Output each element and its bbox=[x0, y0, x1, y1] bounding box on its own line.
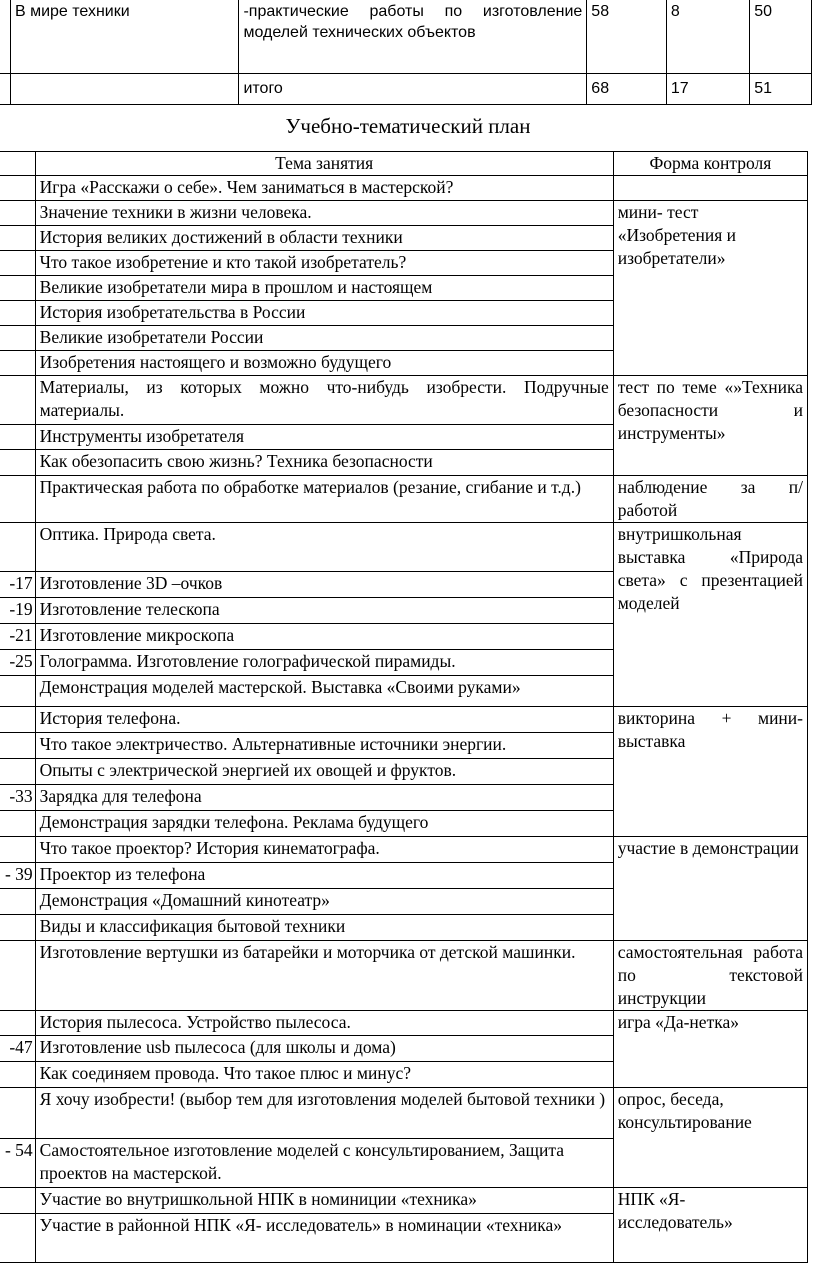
lesson-topic: Проектор из телефона bbox=[35, 863, 613, 889]
lesson-number bbox=[0, 837, 35, 863]
lesson-topic: Как обезопасить свою жизнь? Техника безопасности bbox=[35, 450, 613, 476]
lesson-number: -47 bbox=[0, 1036, 35, 1062]
control-form: игра «Да-нетка» bbox=[613, 1011, 807, 1088]
lesson-number bbox=[0, 915, 35, 941]
plan-row bbox=[0, 476, 808, 523]
plan-row bbox=[0, 707, 808, 733]
lesson-topic: Практическая работа по обработке материалов (резание, сгибание и т.д.) bbox=[35, 476, 613, 523]
lesson-number: -33 bbox=[0, 785, 35, 811]
control-form: НПК «Я- исследователь» bbox=[613, 1188, 807, 1263]
summary-content: итого bbox=[239, 74, 587, 105]
plan-row bbox=[0, 176, 808, 201]
lesson-topic: Демонстрация зарядки телефона. Реклама будущего bbox=[35, 811, 613, 837]
summary-section bbox=[10, 74, 239, 105]
lesson-topic: Участие во внутришкольной НПК в номиниции «техника» bbox=[35, 1188, 613, 1214]
summary-cell-empty bbox=[0, 0, 10, 74]
plan-header-row bbox=[0, 152, 808, 176]
control-form: наблюдение за п/работой bbox=[613, 476, 807, 523]
summary-practice: 50 bbox=[750, 0, 812, 74]
lesson-topic: Изготовление usb пылесоса (для школы и дома) bbox=[35, 1036, 613, 1062]
lesson-topic: Что такое электричество. Альтернативные источники энергии. bbox=[35, 733, 613, 759]
summary-table bbox=[0, 0, 812, 105]
control-form: опрос, беседа, консультирование bbox=[613, 1088, 807, 1188]
lesson-topic: Демонстрация моделей мастерской. Выставка «Своими руками» bbox=[35, 676, 613, 707]
control-form: участие в демонстрации bbox=[613, 837, 807, 941]
plan-row bbox=[0, 1011, 808, 1036]
lesson-topic: Великие изобретатели мира в прошлом и настоящем bbox=[35, 276, 613, 301]
lesson-topic: Что такое изобретение и кто такой изобретатель? bbox=[35, 251, 613, 276]
lesson-topic: История изобретательства в России bbox=[35, 301, 613, 326]
lesson-topic: Оптика. Природа света. bbox=[35, 523, 613, 572]
plan-header-topic: Тема занятия bbox=[35, 152, 613, 176]
lesson-number bbox=[0, 276, 35, 301]
lesson-topic: Виды и классификация бытовой техники bbox=[35, 915, 613, 941]
lesson-number bbox=[0, 1214, 35, 1263]
plan-row bbox=[0, 941, 808, 1011]
lesson-number bbox=[0, 376, 35, 425]
lesson-topic: Изготовление вертушки из батарейки и моторчика от детской машинки. bbox=[35, 941, 613, 1011]
lesson-number bbox=[0, 351, 35, 376]
lesson-number: - 54 bbox=[0, 1139, 35, 1188]
summary-row bbox=[0, 0, 812, 74]
plan-row bbox=[0, 523, 808, 572]
control-form: мини- тест «Изобретения и изобретатели» bbox=[613, 201, 807, 376]
lesson-topic: Великие изобретатели России bbox=[35, 326, 613, 351]
control-form: внутришкольная выставка «Природа света» с презентацией моделей bbox=[613, 523, 807, 707]
lesson-number bbox=[0, 251, 35, 276]
lesson-number bbox=[0, 676, 35, 707]
lesson-topic: Опыты с электрической энергией их овощей и фруктов. bbox=[35, 759, 613, 785]
lesson-number bbox=[0, 1011, 35, 1036]
lesson-number bbox=[0, 707, 35, 733]
lesson-number bbox=[0, 523, 35, 572]
lesson-number bbox=[0, 301, 35, 326]
plan-row bbox=[0, 376, 808, 425]
lesson-number bbox=[0, 476, 35, 523]
lesson-number: - 39 bbox=[0, 863, 35, 889]
summary-content: -практические работы по изготовление моделей технических объектов bbox=[239, 0, 587, 74]
lesson-topic: Игра «Расскажи о себе». Чем заниматься в мастерской? bbox=[35, 176, 613, 201]
plan-title: Учебно-тематический план bbox=[285, 114, 531, 138]
lesson-topic: Изготовление 3D –очков bbox=[35, 572, 613, 598]
lesson-number: -21 bbox=[0, 624, 35, 650]
lesson-number bbox=[0, 326, 35, 351]
summary-total: 68 bbox=[587, 74, 667, 105]
lesson-topic: История пылесоса. Устройство пылесоса. bbox=[35, 1011, 613, 1036]
lesson-number bbox=[0, 450, 35, 476]
lesson-number bbox=[0, 201, 35, 226]
lesson-number bbox=[0, 811, 35, 837]
lesson-topic: Изготовление микроскопа bbox=[35, 624, 613, 650]
control-form: самостоятельная работа по текстовой инструкции bbox=[613, 941, 807, 1011]
control-form bbox=[613, 176, 807, 201]
lesson-topic: Изготовление телескопа bbox=[35, 598, 613, 624]
lesson-topic: Голограмма. Изготовление голографической пирамиды. bbox=[35, 650, 613, 676]
lesson-topic: История телефона. bbox=[35, 707, 613, 733]
lesson-number bbox=[0, 889, 35, 915]
lesson-number bbox=[0, 1188, 35, 1214]
lesson-topic: Участие в районной НПК «Я- исследователь» в номинации «техника» bbox=[35, 1214, 613, 1263]
lesson-topic: Изобретения настоящего и возможно будущего bbox=[35, 351, 613, 376]
summary-practice: 51 bbox=[750, 74, 812, 105]
summary-row bbox=[0, 74, 812, 105]
summary-theory: 17 bbox=[666, 74, 749, 105]
summary-section: В мире техники bbox=[10, 0, 239, 74]
plan-row bbox=[0, 837, 808, 863]
control-form: тест по теме «»Техника безопасности и инструменты» bbox=[613, 376, 807, 476]
lesson-number bbox=[0, 176, 35, 201]
lesson-number bbox=[0, 941, 35, 1011]
summary-theory: 8 bbox=[666, 0, 749, 74]
plan-row bbox=[0, 1188, 808, 1214]
lesson-topic: Материалы, из которых можно что-нибудь изобрести. Подручные материалы. bbox=[35, 376, 613, 425]
lesson-number bbox=[0, 425, 35, 450]
lesson-number: -17 bbox=[0, 572, 35, 598]
lesson-number bbox=[0, 759, 35, 785]
lesson-number bbox=[0, 733, 35, 759]
lesson-topic: Значение техники в жизни человека. bbox=[35, 201, 613, 226]
lesson-number bbox=[0, 1062, 35, 1088]
lesson-topic: Демонстрация «Домашний кинотеатр» bbox=[35, 889, 613, 915]
lesson-topic: Инструменты изобретателя bbox=[35, 425, 613, 450]
plan-header-control: Форма контроля bbox=[613, 152, 807, 176]
lesson-topic: Самостоятельное изготовление моделей с консультированием, Защита проектов на мастерской. bbox=[35, 1139, 613, 1188]
control-form: викторина + мини-выставка bbox=[613, 707, 807, 837]
lesson-topic: Зарядка для телефона bbox=[35, 785, 613, 811]
plan-header-number bbox=[0, 152, 35, 176]
lesson-topic: Я хочу изобрести! (выбор тем для изготовления моделей бытовой техники ) bbox=[35, 1088, 613, 1139]
plan-row bbox=[0, 201, 808, 226]
lesson-number bbox=[0, 226, 35, 251]
plan-row bbox=[0, 1088, 808, 1139]
lesson-topic: Как соединяем провода. Что такое плюс и минус? bbox=[35, 1062, 613, 1088]
lesson-number bbox=[0, 1088, 35, 1139]
lesson-topic: История великих достижений в области техники bbox=[35, 226, 613, 251]
summary-cell-empty bbox=[0, 74, 10, 105]
lesson-topic: Что такое проектор? История кинематографа. bbox=[35, 837, 613, 863]
lesson-number: -25 bbox=[0, 650, 35, 676]
summary-total: 58 bbox=[587, 0, 667, 74]
plan-table bbox=[0, 151, 808, 1263]
lesson-number: -19 bbox=[0, 598, 35, 624]
